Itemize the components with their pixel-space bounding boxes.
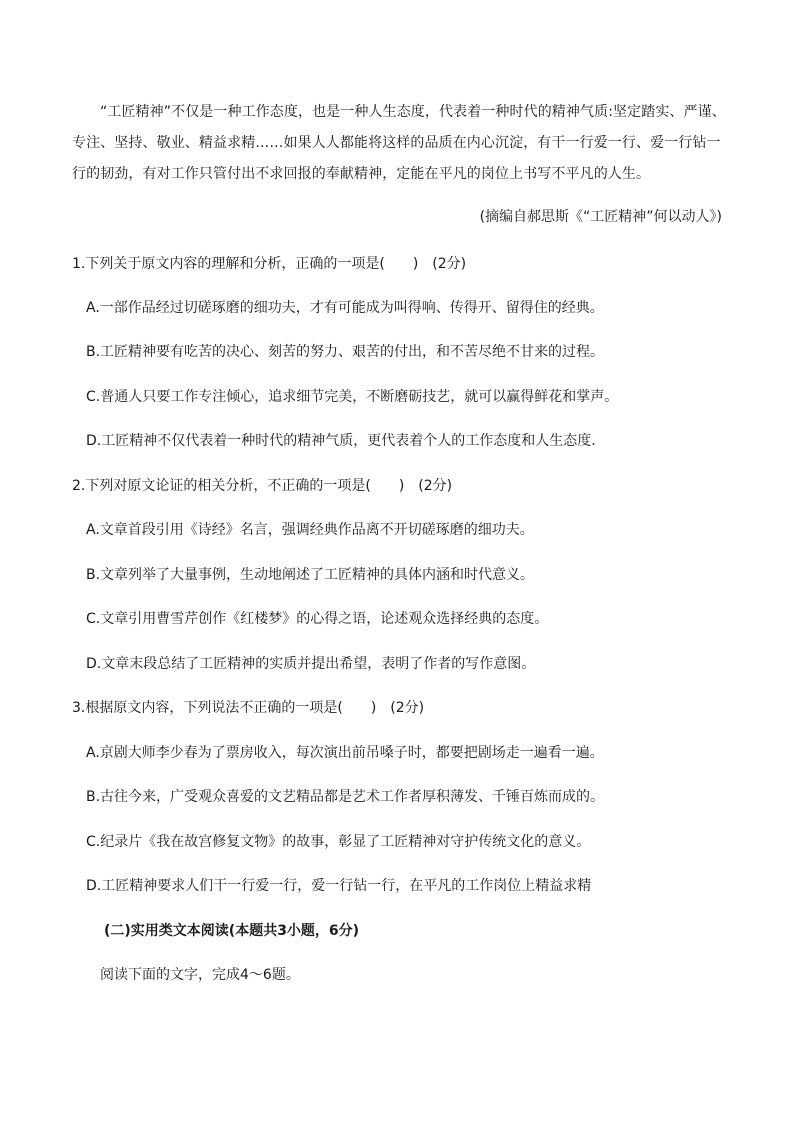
question-1-option-b: B.工匠精神要有吃苦的决心、刻苦的努力、艰苦的付出，和不苦尽绝不甘来的过程。 (86, 344, 605, 360)
question-3-option-a: A.京剧大师李少春为了票房收入，每次演出前吊嗓子时，都要把剧场走一遍看一遍。 (86, 745, 604, 761)
passage-source: (摘编自郝思斯《“工匠精神”何以动人》) (479, 209, 722, 225)
question-1-option-a: A.一部作品经过切磋琢磨的细功夫，才有可能成为叫得响、传得开、留得住的经典。 (86, 300, 604, 316)
question-3-option-b: B.古往今来，广受观众喜爱的文艺精品都是艺术工作者厚积薄发、千锤百炼而成的。 (86, 789, 605, 805)
question-1-stem: 1.下列关于原文内容的理解和分析，正确的一项是( ) (2分) (72, 256, 467, 272)
question-2-option-b: B.文章列举了大量事例，生动地阐述了工匠精神的具体内涵和时代意义。 (86, 567, 535, 583)
question-1-option-d: D.工匠精神不仅代表着一种时代的精神气质，更代表着个人的工作态度和人生态度. (86, 433, 596, 449)
passage-paragraph: “工匠精神”不仅是一种工作态度，也是一种人生态度，代表着一种时代的精神气质:坚定踏实、严谨、专注、坚持、敬业、精益求精……如果人人都能将这样的品质在内心沉淀，有干一行爱一行、爱一行钻一行的韧劲，有对工作只管付出不求回报的奉献精神，定能在平凡的岗位上书写不平凡的人生。 (72, 104, 726, 182)
question-3-stem: 3.根据原文内容，下列说法不正确的一项是( ) (2分) (72, 700, 425, 716)
question-1-option-c: C.普通人只要工作专注倾心，追求细节完美，不断磨砺技艺，就可以赢得鲜花和掌声。 (86, 389, 619, 405)
question-3-option-c: C.纪录片《我在故宫修复文物》的故事，彰显了工匠精神对守护传统文化的意义。 (86, 834, 591, 850)
question-3-option-d: D.工匠精神要求人们干一行爱一行，爱一行钻一行，在平凡的工作岗位上精益求精 (86, 878, 592, 894)
question-2-option-d: D.文章末段总结了工匠精神的实质并提出希望，表明了作者的写作意图。 (86, 656, 536, 672)
question-2-stem: 2.下列对原文论证的相关分析，不正确的一项是( ) (2分) (72, 478, 453, 494)
question-2-option-a: A.文章首段引用《诗经》名言，强调经典作品离不开切磋琢磨的细功夫。 (86, 522, 534, 538)
question-2-option-c: C.文章引用曹雪芹创作《红楼梦》的心得之语，论述观众选择经典的态度。 (86, 611, 549, 627)
section-title: (二)实用类文本阅读(本题共3小题，6分) (104, 923, 360, 939)
section-instruction: 阅读下面的文字，完成4～6题。 (100, 967, 300, 983)
